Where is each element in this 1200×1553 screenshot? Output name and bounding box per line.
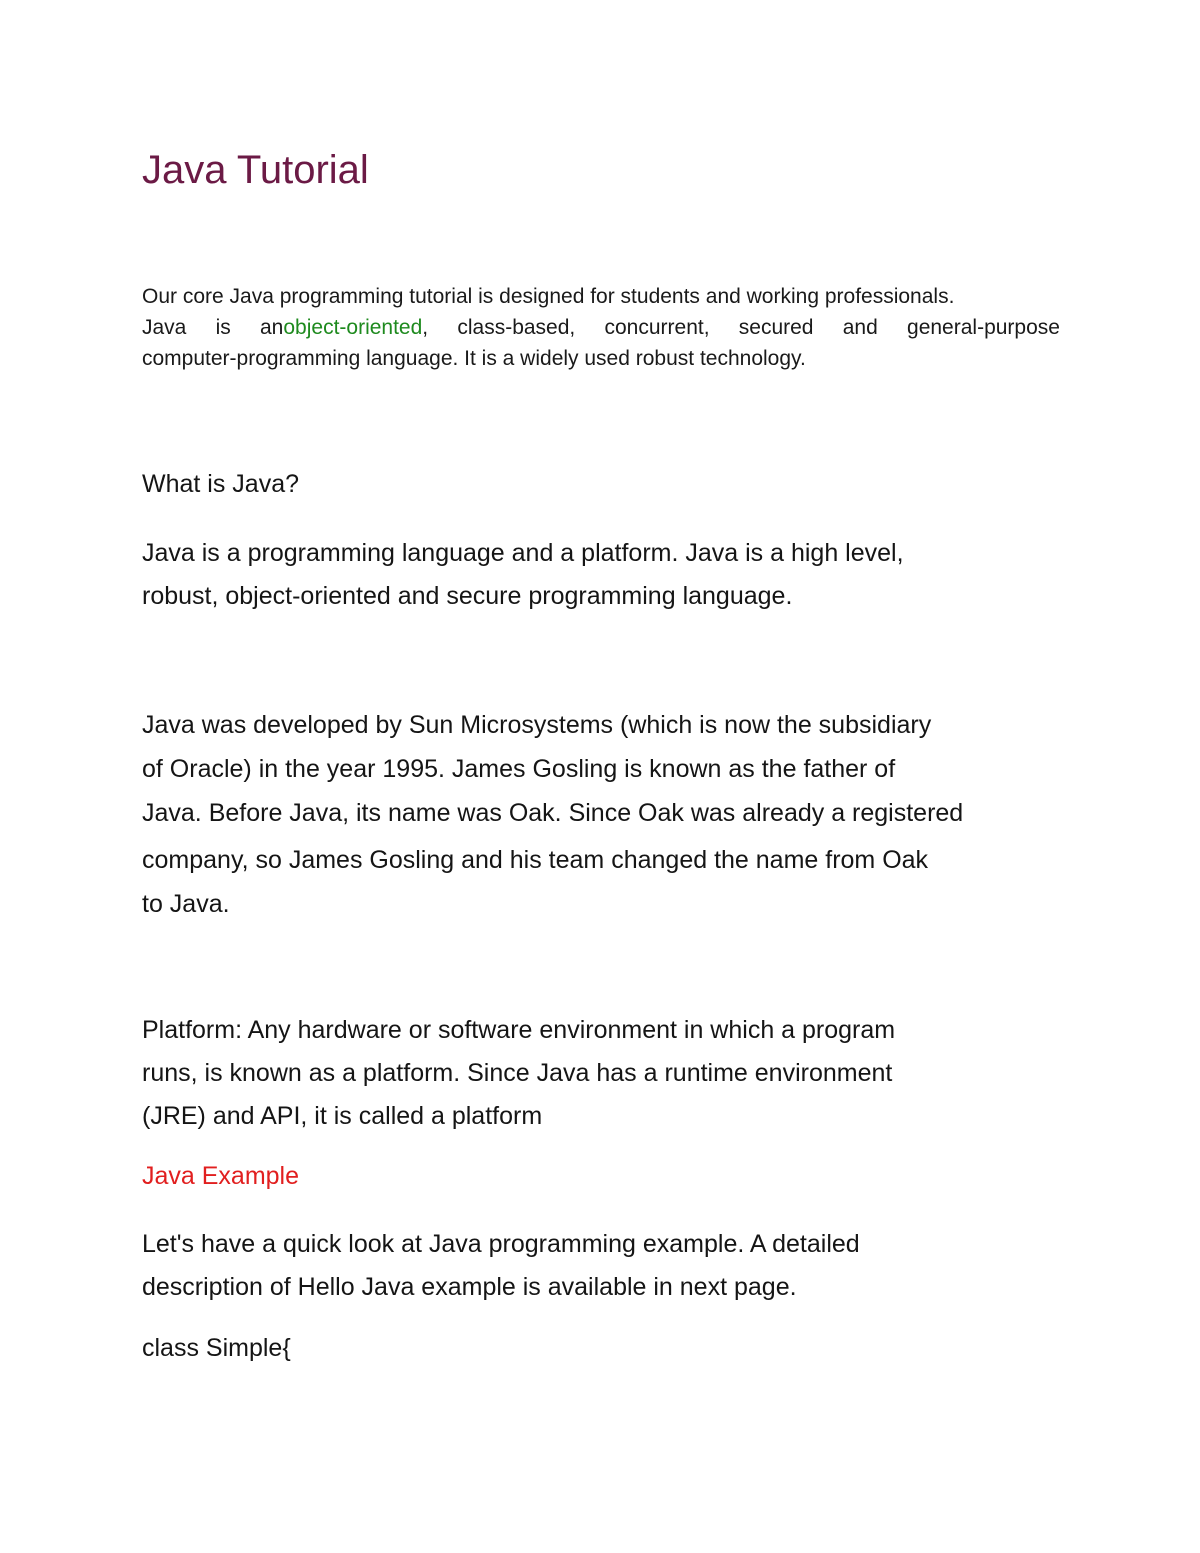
intro-line-3: computer-programming language. It is a widely used robust technology. [142,347,806,370]
example-paragraph [142,1223,860,1309]
history-paragraph [142,703,963,926]
intro-word: and [842,316,878,339]
intro-line-2 [142,312,1060,343]
what-is-java-paragraph [142,532,904,618]
what-is-java-heading: What is Java? [142,470,300,498]
intro-word-group: anobject-oriented, [260,316,429,339]
paragraph-line: runs, is known as a platform. Since Java has a runtime environment [142,1059,893,1087]
what-is-java-heading-block [142,468,299,500]
intro-paragraph [142,281,1060,374]
intro-line-1: Our core Java programming tutorial is designed for students and working professionals. [142,285,955,308]
paragraph-line: (JRE) and API, it is called a platform [142,1102,543,1130]
code-line: class Simple{ [142,1334,291,1362]
intro-word: an [260,316,284,339]
paragraph-line: Java is a programming language and a platform. Java is a high level, [142,539,904,567]
paragraph-line: Java was developed by Sun Microsystems (which is now the subsidiary [142,711,932,739]
java-example-heading: Java Example [142,1162,300,1190]
paragraph-line: Platform: Any hardware or software environment in which a program [142,1016,896,1044]
intro-word: class-based, [457,316,576,339]
intro-word: secured [738,316,814,339]
paragraph-line: robust, object-oriented and secure programming language. [142,582,793,610]
platform-paragraph [142,1009,895,1138]
paragraph-line: to Java. [142,890,230,918]
object-oriented-link[interactable]: object-oriented [283,316,423,339]
intro-word: concurrent, [604,316,710,339]
intro-word: is [215,316,231,339]
paragraph-line: Java. Before Java, its name was Oak. Since Oak was already a registered [142,799,964,827]
intro-word: Java [142,316,187,339]
intro-word: general-purpose [907,316,1060,339]
paragraph-line: company, so James Gosling and his team changed the name from Oak [142,846,929,874]
paragraph-line: of Oracle) in the year 1995. James Gosling is known as the father of [142,755,896,783]
paragraph-line: description of Hello Java example is available in next page. [142,1273,797,1301]
paragraph-line: Let's have a quick look at Java programming example. A detailed [142,1230,860,1258]
page-title: Java Tutorial [142,148,369,192]
